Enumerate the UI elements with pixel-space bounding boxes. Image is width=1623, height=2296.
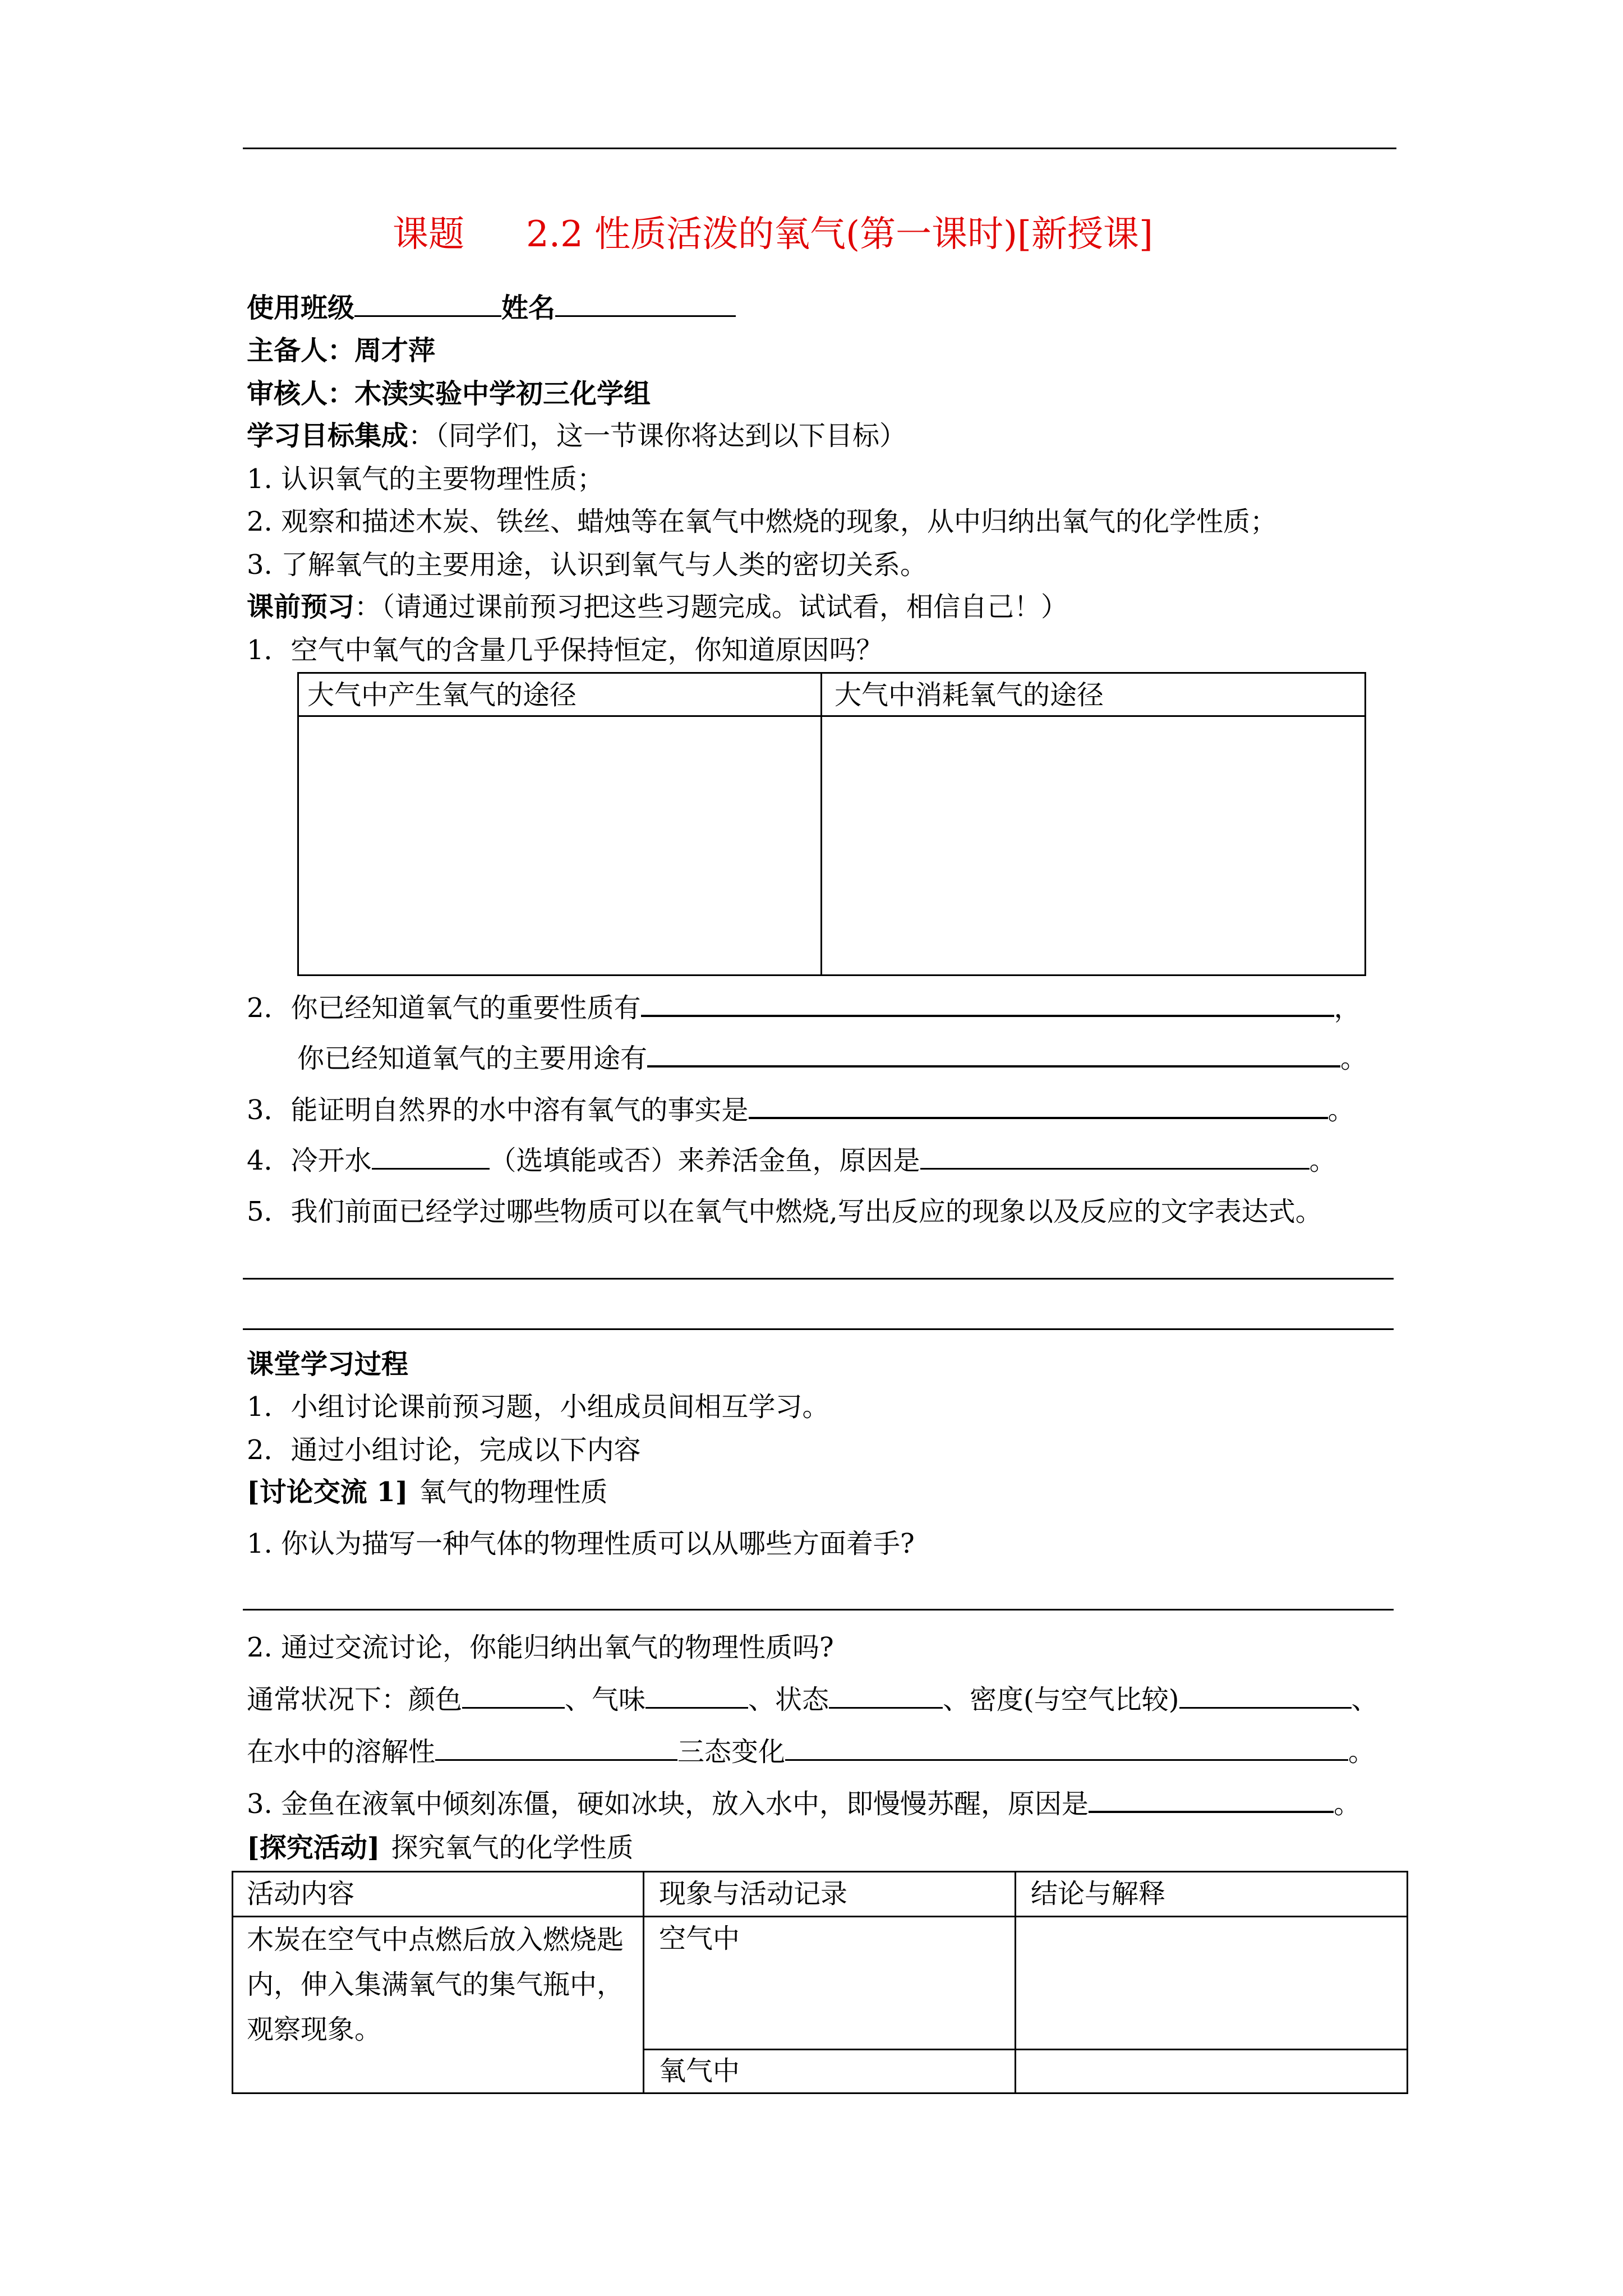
preview-q4: 4．冷开水 （选填能或否）来养活金鱼，原因是 。 [247,1142,1336,1179]
discussion-heading: [讨论交流 1] 氧气的物理性质 [247,1476,608,1508]
charcoal-activity-cell: 木炭在空气中点燃后放入燃烧匙内，伸入集满氧气的集气瓶中，观察现象。 [247,1924,624,2045]
goal-item: 1. 认识氧气的主要物理性质； [247,463,605,495]
in-air-cell[interactable]: 空气中 [659,1923,740,1954]
name-label: 姓名 [501,292,556,324]
properties-line-2: 在水中的溶解性 三态变化 。 [247,1733,1375,1770]
properties-blank[interactable] [641,989,1334,1017]
in-oxygen-cell[interactable]: 氧气中 [659,2055,740,2087]
explore-header-record: 现象与活动记录 [659,1878,848,1910]
goals-heading: 学习目标集成：（同学们，这一节课你将达到以下目标） [247,420,907,452]
page-title [393,212,1153,257]
process-item: 1．小组讨论课前预习题，小组成员间相互学习。 [247,1391,829,1423]
class-blank[interactable] [354,289,501,317]
smell-blank[interactable] [645,1681,748,1709]
discussion-q1: 1. 你认为描写一种气体的物理性质可以从哪些方面着手? [247,1528,915,1559]
table-header-consume: 大气中消耗氧气的途径 [834,679,1104,711]
preview-q3: 3．能证明自然界的水中溶有氧气的事实是 。 [247,1091,1355,1128]
goal-item: 2. 观察和描述木炭、铁丝、蜡烛等在氧气中燃烧的现象，从中归纳出氧气的化学性质； [247,506,1278,537]
answer-line[interactable] [243,1609,1394,1611]
state-blank[interactable] [829,1681,943,1709]
name-blank[interactable] [555,289,736,317]
goldfish-reason-blank[interactable] [1089,1785,1334,1813]
explore-header-content: 活动内容 [247,1878,355,1910]
produce-answer-cell[interactable] [299,717,820,974]
class-label: 使用班级 [247,292,355,324]
top-rule [243,148,1396,149]
fact-blank[interactable] [749,1091,1328,1119]
reviewer: 审核人：木渎实验中学初三化学组 [247,378,651,409]
title-text: 2.2 性质活泼的氧气(第一课时)[新授课] [526,214,1153,255]
process-heading: 课堂学习过程 [247,1349,409,1380]
uses-blank[interactable] [647,1039,1340,1068]
discussion-q2: 2. 通过交流讨论，你能归纳出氧气的物理性质吗? [247,1632,834,1663]
preview-q2a: 2．你已经知道氧气的重要性质有 ， [247,989,1361,1026]
preparer: 主备人：周才萍 [247,335,436,366]
preview-q5: 5．我们前面已经学过哪些物质可以在氧气中燃烧,写出反应的现象以及反应的文字表达式。 [247,1196,1322,1227]
answer-line[interactable] [243,1278,1394,1280]
title-prefix: 课题 [393,214,464,255]
solubility-blank[interactable] [435,1733,677,1761]
table-header-produce: 大气中产生氧气的途径 [307,679,577,711]
color-blank[interactable] [462,1681,565,1709]
preview-q2b: 你已经知道氧气的主要用途有 。 [297,1039,1367,1076]
consume-answer-cell[interactable] [822,717,1364,974]
explore-header-conclusion: 结论与解释 [1031,1878,1166,1910]
process-item: 2．通过小组讨论，完成以下内容 [247,1434,641,1466]
preview-q1: 1．空气中氧气的含量几乎保持恒定，你知道原因吗？ [247,634,883,666]
conclusion-cell[interactable] [1016,1917,1407,2049]
class-name-line [247,289,736,326]
discussion-q3: 3. 金鱼在液氧中倾刻冻僵，硬如冰块，放入水中，即慢慢苏醒，原因是 。 [247,1785,1361,1822]
answer-line[interactable] [243,1328,1394,1330]
phase-change-blank[interactable] [785,1733,1348,1761]
properties-line-1: 通常状况下：颜色 、气味 、状态 、密度(与空气比较) 、 [247,1681,1378,1718]
reason-blank[interactable] [920,1142,1310,1170]
density-blank[interactable] [1179,1681,1352,1709]
explore-heading: [探究活动] 探究氧气的化学性质 [247,1832,634,1864]
preview-heading: 课前预习：（请通过课前预习把这些习题完成。试试看，相信自己！） [247,591,1068,623]
goal-item: 3. 了解氧气的主要用途，认识到氧气与人类的密切关系。 [247,549,928,581]
can-or-not-blank[interactable] [372,1142,490,1170]
